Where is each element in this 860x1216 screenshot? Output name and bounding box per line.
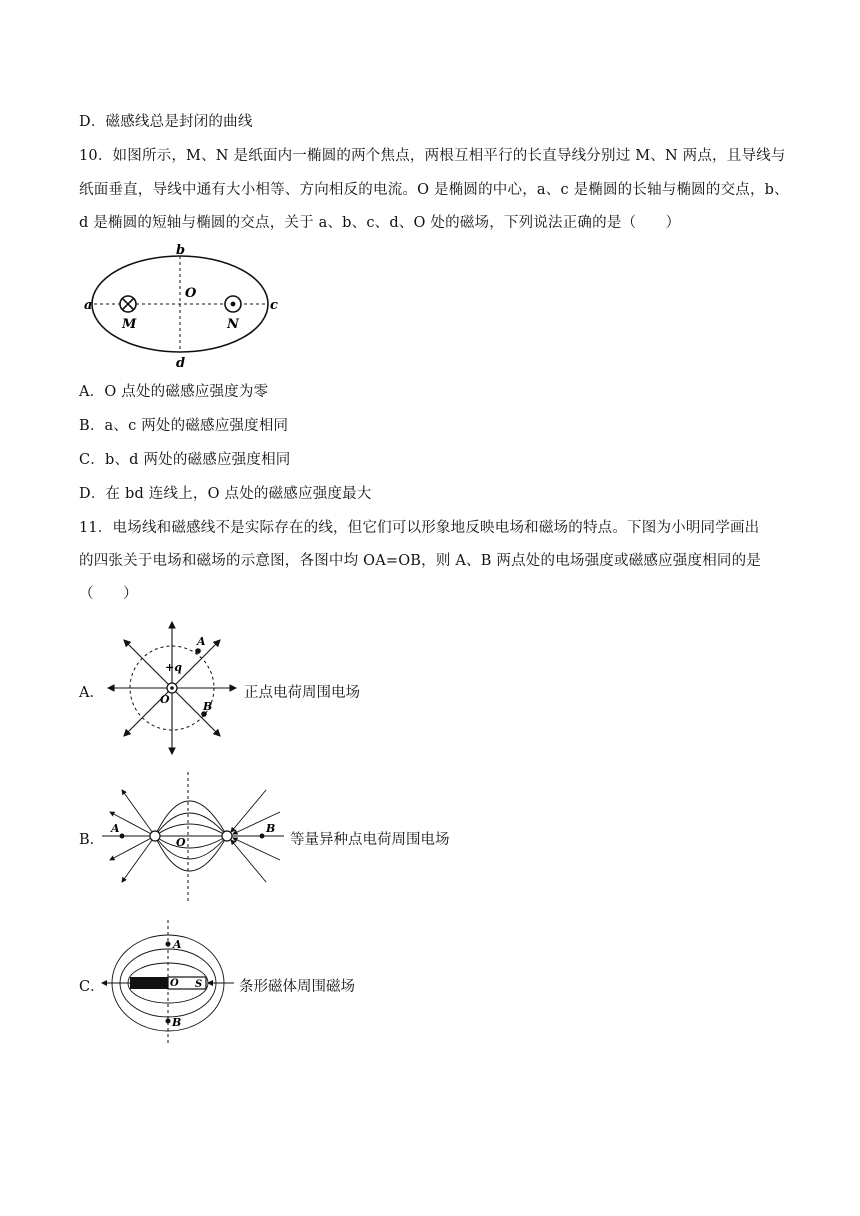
q10-stem-line-3: d 是椭圆的短轴与椭圆的交点，关于 a、b、c、d、O 处的磁场，下列说法正确的是（ ） (79, 215, 681, 231)
point-a-dot (195, 648, 201, 654)
q11-fig-c-bar-magnet (100, 920, 240, 1050)
fig-c-label-A: A (173, 938, 182, 951)
q9-option-d: D．磁感线总是封闭的曲线 (79, 114, 253, 130)
q10-option-c: C．b、d 两处的磁感应强度相同 (79, 452, 291, 468)
label-n: N (227, 317, 239, 332)
label-d: d (176, 356, 186, 371)
label-m: M (122, 317, 137, 332)
point-b-dot (260, 834, 265, 839)
fig-a-label-q: +q (165, 661, 182, 674)
q11-option-a-caption: 正点电荷周围电场 (244, 685, 360, 701)
fig-a-label-A: A (197, 635, 206, 648)
fig-c-label-S: S (195, 979, 203, 990)
q11-fig-b-dipole (98, 772, 288, 902)
q10-option-d: D．在 bd 连线上，O 点处的磁感应强度最大 (79, 486, 372, 502)
fig-c-label-B: B (172, 1016, 182, 1029)
q11-option-b-caption: 等量异种点电荷周围电场 (290, 832, 450, 848)
label-c: c (270, 298, 278, 313)
q10-ellipse-figure (80, 245, 310, 375)
point-a-dot (166, 942, 171, 947)
fig-a-label-B: B (203, 700, 213, 713)
q11-fig-a-point-charge (102, 618, 242, 758)
point-b-dot (166, 1019, 171, 1024)
fig-c-label-O: O (170, 978, 179, 989)
label-a: a (84, 298, 93, 313)
fig-b-label-O: O (176, 836, 186, 849)
q11-stem-line-2: 的四张关于电场和磁场的示意图，各图中均 OA=OB，则 A、B 两点处的电场强度或磁感应强度相同的是 (79, 553, 762, 569)
q10-stem-line-1: 10．如图所示，M、N 是纸面内一椭圆的两个焦点，两根互相平行的长直导线分别过 M、N 两点，且导线与 (79, 148, 786, 164)
fig-a-label-O: O (160, 693, 170, 706)
q11-option-b-label: B． (79, 832, 105, 848)
fig-b-label-B: B (266, 822, 276, 835)
q11-option-c-label: C． (79, 979, 105, 995)
point-a-dot (120, 834, 125, 839)
q11-option-c-caption: 条形磁体周围磁场 (239, 979, 355, 995)
q10-stem-line-2: 纸面垂直，导线中通有大小相等、方向相反的电流。O 是椭圆的中心，a、c 是椭圆的长轴与椭圆的交点，b、 (79, 182, 789, 198)
q10-option-b: B．a、c 两处的磁感应强度相同 (79, 418, 289, 434)
label-b: b (176, 243, 186, 258)
q11-option-a-label: A． (79, 685, 104, 701)
fig-b-label-A: A (111, 822, 120, 835)
q11-stem-line-3: （ ） (79, 586, 138, 602)
q10-option-a: A．O 点处的磁感应强度为零 (79, 384, 269, 400)
label-o: O (185, 286, 197, 301)
q11-stem-line-1: 11．电场线和磁感线不是实际存在的线，但它们可以形象地反映电场和磁场的特点。下图为小明同学画出 (79, 520, 760, 536)
